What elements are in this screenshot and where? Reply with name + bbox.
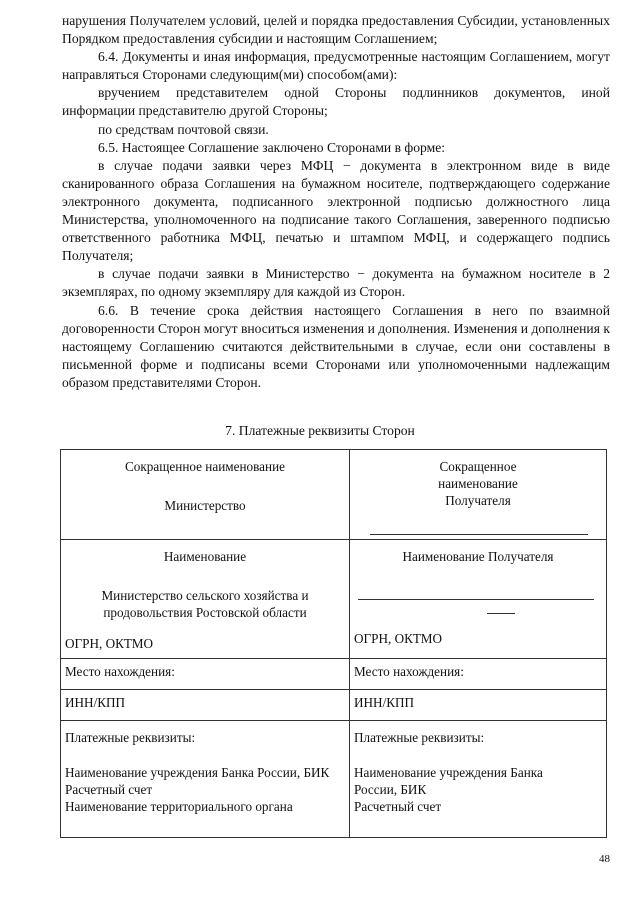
table-cell <box>61 450 350 540</box>
cell-value: Расчетный счет <box>65 782 153 797</box>
signature-line <box>358 598 594 600</box>
table-cell: ИНН/КПП <box>61 690 350 721</box>
signature-line <box>370 533 588 535</box>
paragraph: в случае подачи заявки через МФЦ − документа в электронном виде в виде сканированного образа Соглашения на бумажном носителе, подтверждающего содержание электронного документа, подписанного электронной подписью должностного лица Министерства, уполномоченного на подписание такого Соглашения, заверенного подписью ответственного работника МФЦ, печатью и штампом МФЦ, и содержащего подпись Получателя; <box>62 157 610 264</box>
paragraph: в случае подачи заявки в Министерство − документа на бумажном носителе в 2 экземплярах, по одному экземпляру для каждой из Сторон. <box>62 266 610 300</box>
cell-heading: Наименование <box>163 549 247 564</box>
requisites-table <box>60 449 607 838</box>
table-row <box>61 690 607 721</box>
cell-label: ОГРН, ОКТМО <box>354 631 443 646</box>
agreement-text <box>62 12 610 392</box>
table-cell <box>61 540 350 659</box>
paragraph: 6.6. В течение срока действия настоящего Соглашения в него по взаимной договоренности Сторон могут вноситься изменения и дополнения. Изменения и дополнения к настоящему Соглашению считаются действительными в случае, если они составлены в письменной форме и подписаны всеми Сторонами или уполномоченными надлежащим образом представителями Сторон. <box>62 302 610 390</box>
cell-value: Министерство сельского хозяйства и продовольствия Ростовской области <box>101 588 309 620</box>
cell-heading: Наименование Получателя <box>402 549 554 564</box>
table-row <box>61 721 607 838</box>
paragraph: вручением представителем одной Стороны подлинников документов, иной информации представителю другой Стороны; <box>62 85 610 119</box>
cell-value: Наименование учреждения Банка России, БИК <box>65 765 330 780</box>
cell-value: Наименование территориального органа <box>65 799 293 814</box>
paragraph: 6.4. Документы и иная информация, предусмотренные настоящим Соглашением, могут направляться Сторонами следующим(ми) способом(ами): <box>62 49 610 83</box>
table-cell: Место нахождения: <box>61 659 350 690</box>
table-row <box>61 450 607 540</box>
signature-line-short <box>487 612 515 614</box>
table-cell <box>350 450 607 540</box>
table-row <box>61 659 607 690</box>
table-row <box>61 540 607 659</box>
paragraph: 6.5. Настоящее Соглашение заключено Сторонами в форме: <box>98 139 446 155</box>
table-cell: Место нахождения: <box>350 659 607 690</box>
section-title: 7. Платежные реквизиты Сторон <box>225 423 415 438</box>
paragraph: нарушения Получателем условий, целей и порядка предоставления Субсидии, установленных Порядком предоставления субсидии и настоящим Соглашением; <box>62 13 610 47</box>
table-cell: ИНН/КПП <box>350 690 607 721</box>
cell-heading: Платежные реквизиты: <box>65 730 196 745</box>
cell-label: ОГРН, ОКТМО <box>65 636 154 651</box>
cell-heading: Сокращенное наименование <box>125 459 285 474</box>
cell-heading: Платежные реквизиты: <box>354 730 485 745</box>
table-cell <box>350 540 607 659</box>
table-cell <box>61 721 350 838</box>
cell-value: Расчетный счет <box>354 799 442 814</box>
paragraph: по средствам почтовой связи. <box>98 121 269 137</box>
cell-heading: Сокращенное наименование Получателя <box>438 459 518 508</box>
table-cell <box>350 721 607 838</box>
page-number: 48 <box>599 853 610 865</box>
cell-value: Министерство <box>164 498 246 513</box>
cell-value: Наименование учреждения Банка России, БИК <box>354 765 543 797</box>
